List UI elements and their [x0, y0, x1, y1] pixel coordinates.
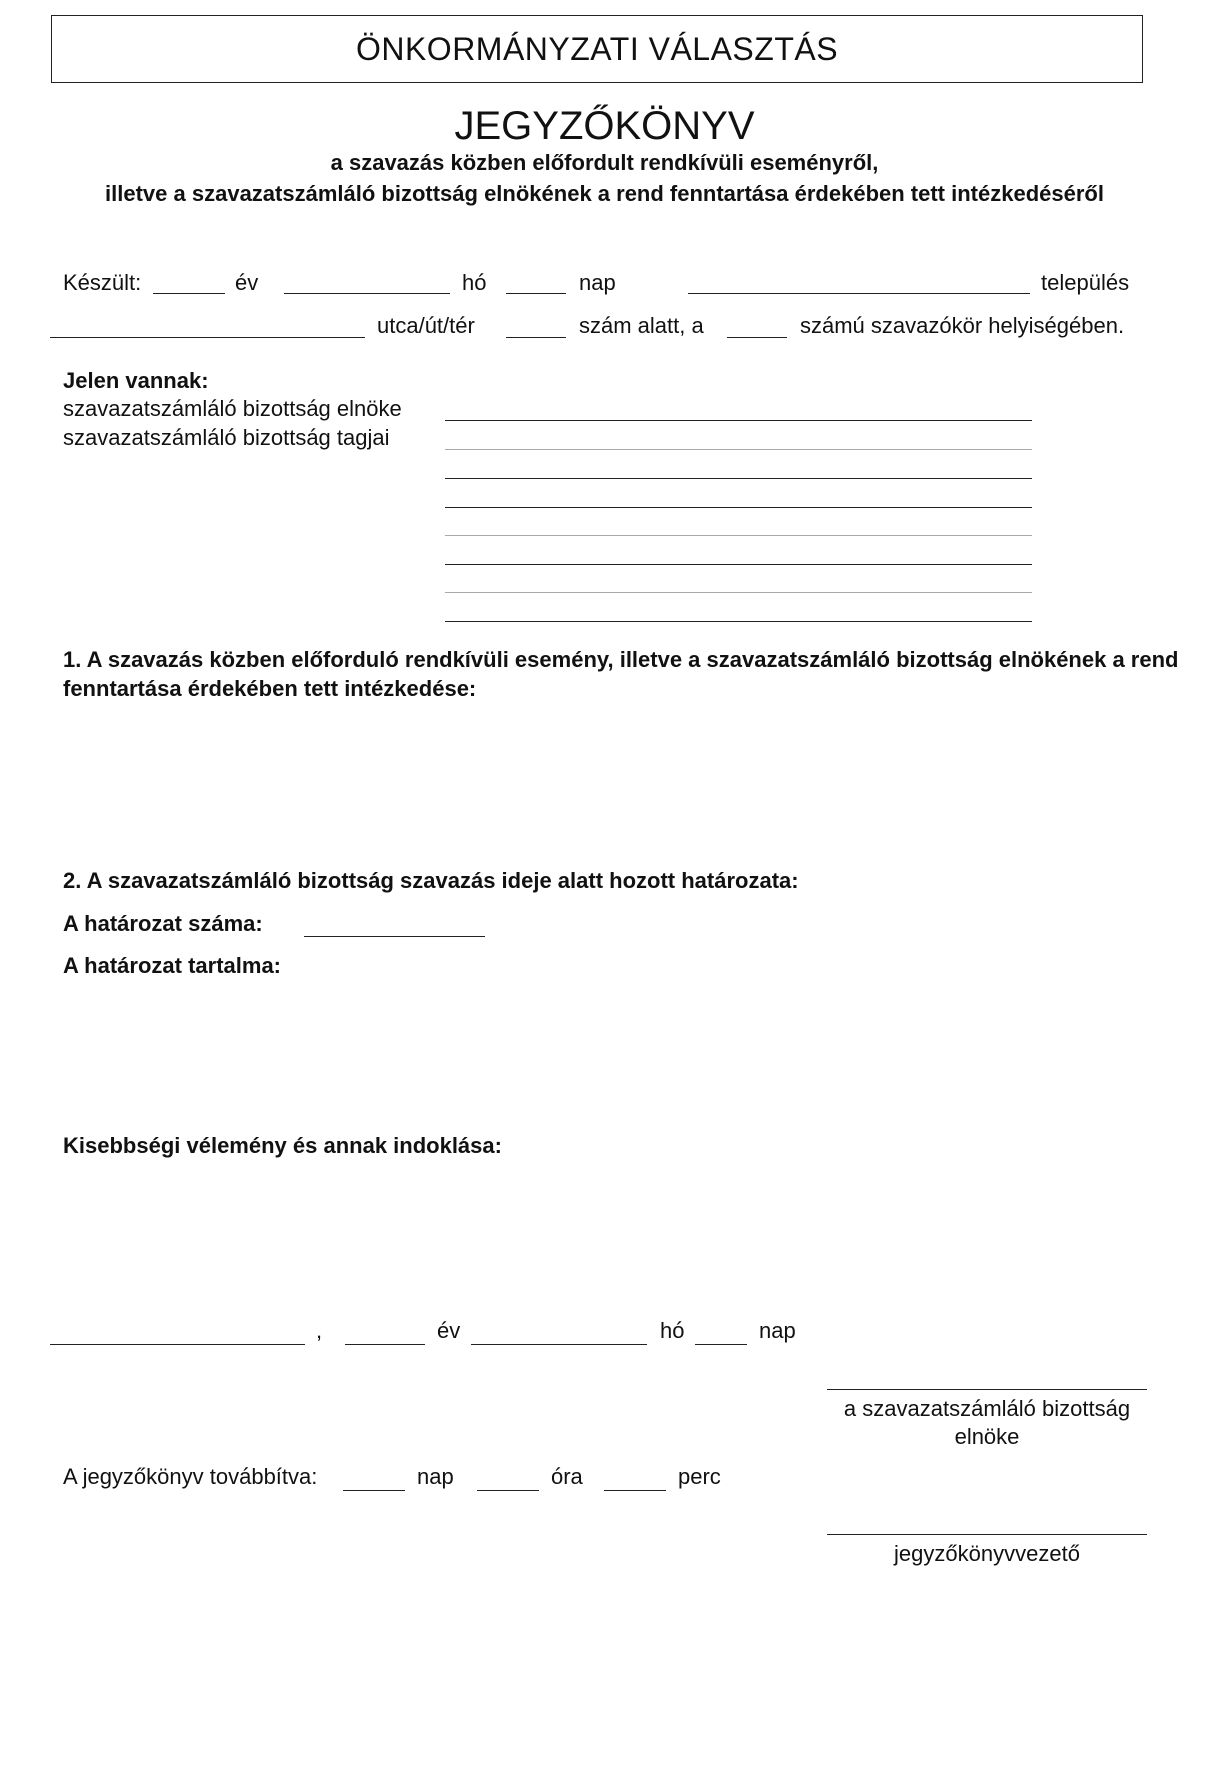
section1-line1: 1. A szavazás közben előforduló rendkívüli esemény, illetve a szavazatszámláló bizottság elnökének a rend — [63, 647, 1179, 672]
forwarded-nap-label: nap — [417, 1464, 454, 1489]
forwarded-perc-label: perc — [678, 1464, 721, 1489]
forwarded-label: A jegyzőkönyv továbbítva: — [63, 1464, 318, 1489]
member-field-4[interactable] — [445, 535, 1032, 536]
telepules-label: település — [1041, 270, 1130, 295]
member-field-2[interactable] — [445, 478, 1032, 479]
settlement-field[interactable] — [688, 293, 1030, 294]
chair-name-field[interactable] — [445, 420, 1032, 421]
members-label: szavazatszámláló bizottság tagjai — [63, 425, 390, 450]
election-title-box — [51, 15, 1143, 83]
member-field-6[interactable] — [445, 592, 1032, 593]
house-number-field[interactable] — [506, 337, 566, 338]
decision-number-label: A határozat száma: — [63, 911, 263, 936]
szavazokor-label: számú szavazókör helyiségében. — [800, 313, 1125, 338]
year-field[interactable] — [153, 293, 225, 294]
member-field-7[interactable] — [445, 621, 1032, 622]
member-field-1[interactable] — [445, 449, 1032, 450]
chair-signature-line[interactable] — [827, 1389, 1147, 1390]
utca-label: utca/út/tér — [377, 313, 475, 338]
ev-label: év — [235, 270, 259, 295]
closing-year-field[interactable] — [345, 1344, 425, 1345]
ho-label: hó — [462, 270, 487, 295]
polling-station-number-field[interactable] — [727, 337, 787, 338]
present-heading: Jelen vannak: — [63, 368, 209, 393]
forwarded-day-field[interactable] — [343, 1490, 405, 1491]
szam-alatt-label: szám alatt, a — [579, 313, 704, 338]
keszult-label: Készült: — [63, 270, 142, 295]
election-title: ÖNKORMÁNYZATI VÁLASZTÁS — [355, 31, 839, 67]
forwarded-minute-field[interactable] — [604, 1490, 666, 1491]
month-field[interactable] — [284, 293, 450, 294]
decision-number-field[interactable] — [304, 936, 485, 937]
decision-content-label: A határozat tartalma: — [63, 953, 282, 978]
nap-label: nap — [579, 270, 616, 295]
closing-nap-label: nap — [759, 1318, 796, 1343]
member-field-5[interactable] — [445, 564, 1032, 565]
recorder-label: jegyzőkönyvvezető — [894, 1541, 1080, 1566]
closing-day-field[interactable] — [695, 1344, 747, 1345]
closing-place-field[interactable] — [50, 1344, 305, 1345]
chair-label: szavazatszámláló bizottság elnöke — [63, 396, 402, 421]
minority-opinion-label: Kisebbségi vélemény és annak indoklása: — [63, 1133, 502, 1158]
day-field[interactable] — [506, 293, 566, 294]
chair-signature-label-1: a szavazatszámláló bizottság — [843, 1396, 1131, 1421]
subtitle-line-2: illetve a szavazatszámláló bizottság elnökének a rend fenntartása érdekében tett intézkedéséről — [105, 181, 1104, 206]
document-title: JEGYZŐKÖNYV — [454, 104, 755, 148]
forwarded-ora-label: óra — [551, 1464, 583, 1489]
closing-ho-label: hó — [660, 1318, 685, 1343]
street-field[interactable] — [50, 337, 365, 338]
recorder-signature-line[interactable] — [827, 1534, 1147, 1535]
member-field-3[interactable] — [445, 507, 1032, 508]
section2-heading: 2. A szavazatszámláló bizottság szavazás ideje alatt hozott határozata: — [63, 868, 799, 893]
section1-line2: fenntartása érdekében tett intézkedése: — [63, 676, 477, 701]
closing-comma: , — [316, 1318, 323, 1343]
closing-month-field[interactable] — [471, 1344, 647, 1345]
forwarded-hour-field[interactable] — [477, 1490, 539, 1491]
subtitle-line-1: a szavazás közben előfordult rendkívüli eseményről, — [330, 150, 879, 175]
closing-ev-label: év — [437, 1318, 461, 1343]
chair-signature-label-2: elnöke — [954, 1424, 1020, 1449]
